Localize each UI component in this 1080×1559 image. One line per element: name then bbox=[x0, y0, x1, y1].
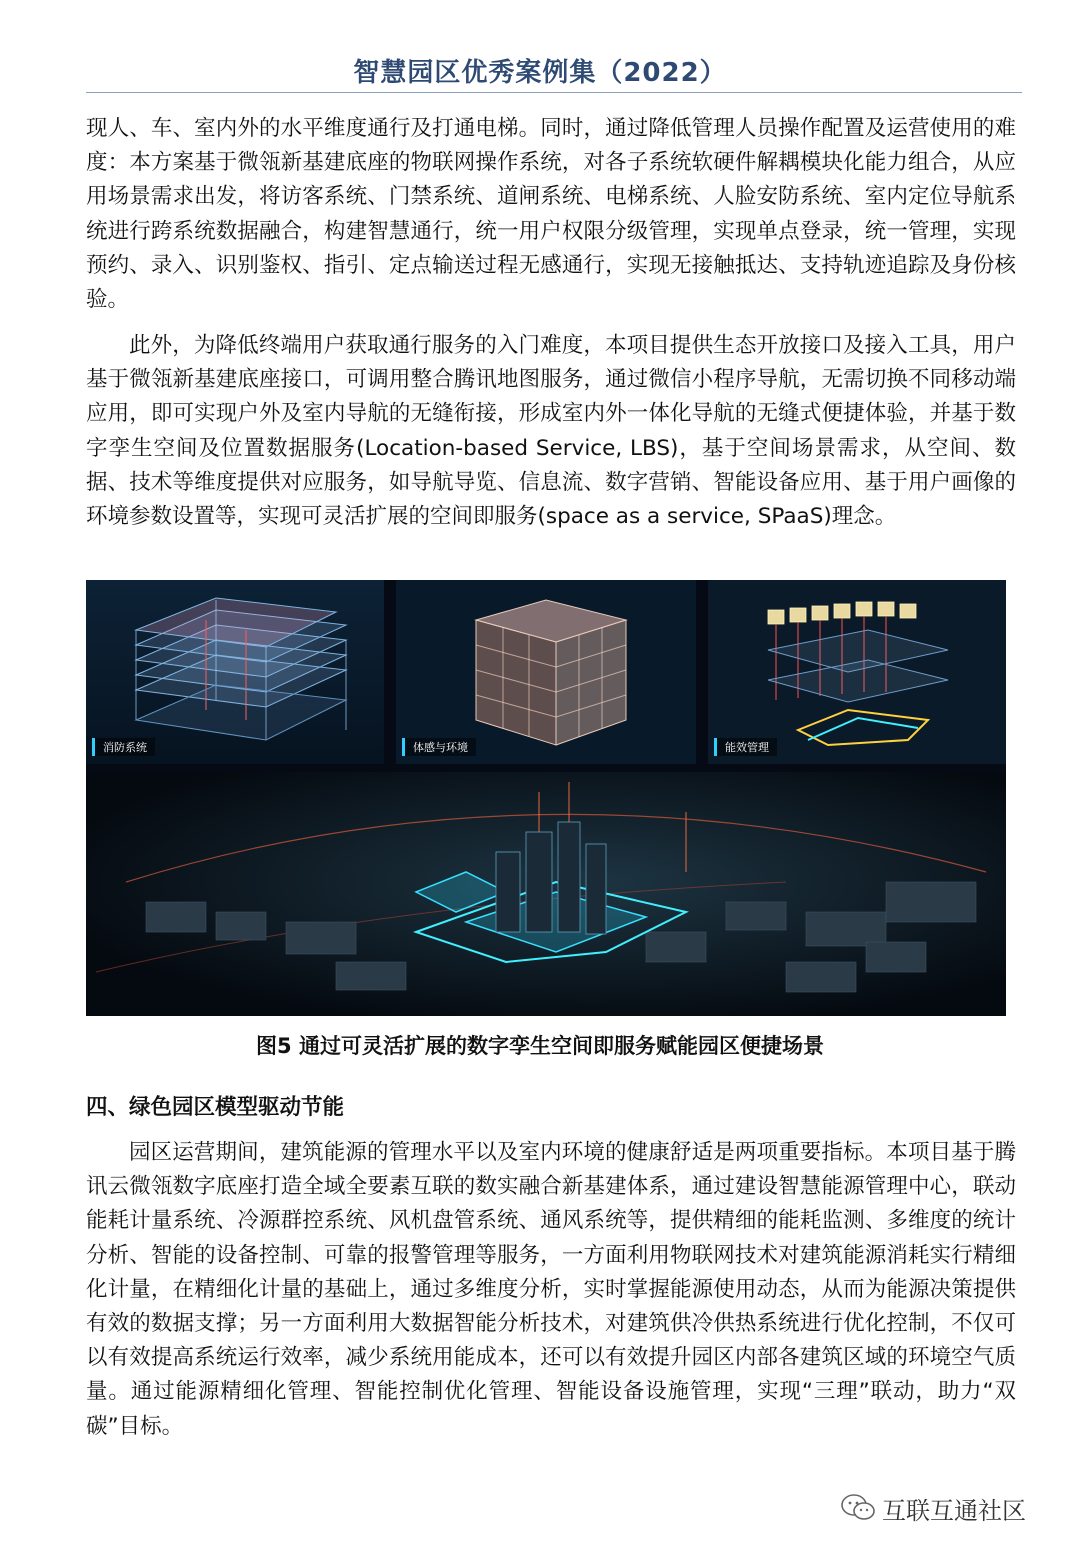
panel-label-energy: 能效管理 bbox=[714, 738, 777, 756]
fire-system-render bbox=[86, 580, 384, 764]
figure-panel-energy bbox=[708, 580, 1006, 764]
city-render bbox=[86, 772, 1006, 1016]
figure-5 bbox=[86, 580, 1006, 1016]
panel-label-environment: 体感与环境 bbox=[402, 738, 476, 756]
figure-panel-environment bbox=[396, 580, 696, 764]
energy-render bbox=[708, 580, 1006, 764]
paragraph-3-text: 园区运营期间，建筑能源的管理水平以及室内环境的健康舒适是两项重要指标。本项目基于腾讯云微瓴数字底座打造全域全要素互联的数实融合新基建体系，通过建设智慧能源管理中心，联动能耗计量系统、冷源群控系统、风机盘管系统、通风系统等，提供精细的能耗监测、多维度的统计分析、智能的设备控制、可靠的报警管理等服务，一方面利用物联网技术对建筑能源消耗实行精细化计量，在精细化计量的基础上，通过多维度分析，实时掌握能源使用动态，从而为能源决策提供有效的数据支撑；另一方面利用大数据智能分析技术，对建筑供冷供热系统进行优化控制，不仅可以有效提高系统运行效率，减少系统用能成本，还可以有效提升园区内部各建筑区域的环境空气质量。通过能源精细化管理、智能控制优化管理、智能设备设施管理，实现“三理”联动，助力“双碳”目标。 bbox=[86, 1140, 1016, 1439]
panel-label-fire: 消防系统 bbox=[92, 738, 155, 756]
page-header-title: 智慧园区优秀案例集（2022） bbox=[353, 58, 727, 88]
paragraph-1-text: 现人、车、室内外的水平维度通行及打通电梯。同时，通过降低管理人员操作配置及运营使用的难度：本方案基于微瓴新基建底座的物联网操作系统，对各子系统软硬件解耦模块化能力组合，从应用场景需求出发，将访客系统、门禁系统、道闸系统、电梯系统、人脸安防系统、室内定位导航系统进行跨系统数据融合，构建智慧通行，统一用户权限分级管理，实现单点登录，统一管理，实现预约、录入、识别鉴权、指引、定点输送过程无感通行，实现无接触抵达、支持轨迹追踪及身份核验。 bbox=[86, 116, 1016, 313]
watermark bbox=[840, 1488, 1040, 1528]
wechat-icon bbox=[840, 1493, 876, 1523]
paragraph-2-text: 此外，为降低终端用户获取通行服务的入门难度，本项目提供生态开放接口及接入工具，用户基于微瓴新基建底座接口，可调用整合腾讯地图服务，通过微信小程序导航，无需切换不同移动端应用，即可实现户外及室内导航的无缝衔接，形成室内外一体化导航的无缝式便捷体验，并基于数字孪生空间及位置数据服务(Location-based Service, LBS)，基于空间场景需求，从空间、数据、技术等维度提供对应服务，如导航导览、信息流、数字营销、智能设备应用、基于用户画像的环境参数设置等，实现可灵活扩展的空间即服务(space as a service, SPaaS)理念。 bbox=[86, 333, 1016, 530]
figure-city-overview bbox=[86, 772, 1006, 1016]
header-divider bbox=[86, 92, 1022, 93]
paragraph-1 bbox=[86, 112, 1016, 317]
watermark-text: 互联互通社区 bbox=[882, 1496, 1026, 1525]
figure-panel-fire bbox=[86, 580, 384, 764]
figure-caption: 图5 通过可灵活扩展的数字孪生空间即服务赋能园区便捷场景 bbox=[256, 1034, 824, 1058]
paragraph-3 bbox=[86, 1136, 1016, 1444]
section-heading: 四、绿色园区模型驱动节能 bbox=[86, 1095, 345, 1120]
paragraph-2 bbox=[86, 329, 1016, 534]
environment-render bbox=[396, 580, 696, 764]
